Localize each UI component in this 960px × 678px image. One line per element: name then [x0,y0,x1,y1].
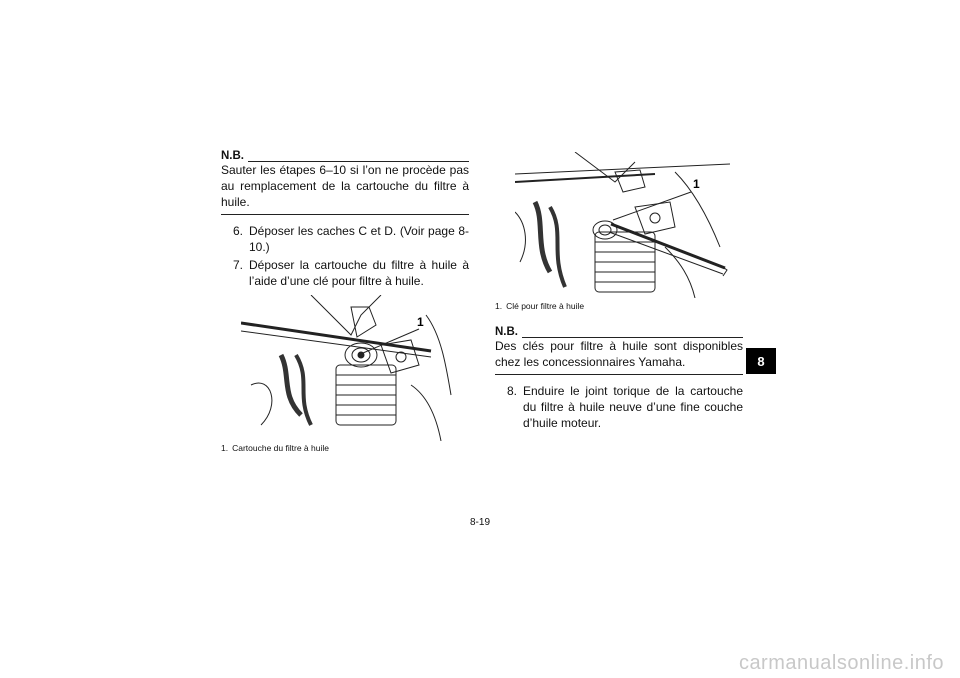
engine-drawing [515,152,730,298]
note-rule [522,327,743,338]
note-label: N.B. [495,326,518,338]
step-number: 7. [232,258,243,272]
note-heading [221,150,469,162]
caption-number: 1. [495,301,503,311]
caption-number: 1. [221,443,229,453]
page-number: 8-19 [469,517,490,528]
step-number: 8. [506,384,517,398]
note-rule [248,151,469,162]
right-column [495,150,743,431]
step-text: Déposer la cartouche du filtre à huile à l’aide d’une clé pour filtre à huile. [249,258,469,288]
step-text: Déposer les caches C et D. (Voir page 8-10.) [249,224,469,254]
oil-filter-wrench-illustration [515,152,730,298]
step-item [495,383,743,431]
chapter-tab: 8 [746,348,776,374]
note-text: Des clés pour filtre à huile sont disponibles chez les concessionnaires Yamaha. [495,339,743,369]
step-item [221,223,469,255]
caption-text: Clé pour filtre à huile [506,301,585,311]
step-item [221,257,469,289]
step-text: Enduire le joint torique de la cartouche du filtre à huile neuve d’une fine couche d’huile moteur. [523,384,743,430]
engine-drawing [241,295,456,441]
note-label: N.B. [221,150,244,162]
figure-caption [221,443,469,454]
note-heading [495,326,743,338]
figure-callout: 1 [693,177,700,191]
step-number: 6. [232,224,243,238]
figure-callout: 1 [417,315,424,329]
figure-caption [495,301,743,312]
oil-filter-cartridge-illustration [241,295,456,441]
left-column [221,150,469,454]
watermark: carmanualsonline.info [738,652,944,674]
note-text: Sauter les étapes 6–10 si l’on ne procède pas au remplacement de la cartouche du filtre à huile. [221,163,469,209]
caption-text: Cartouche du filtre à huile [232,443,329,453]
